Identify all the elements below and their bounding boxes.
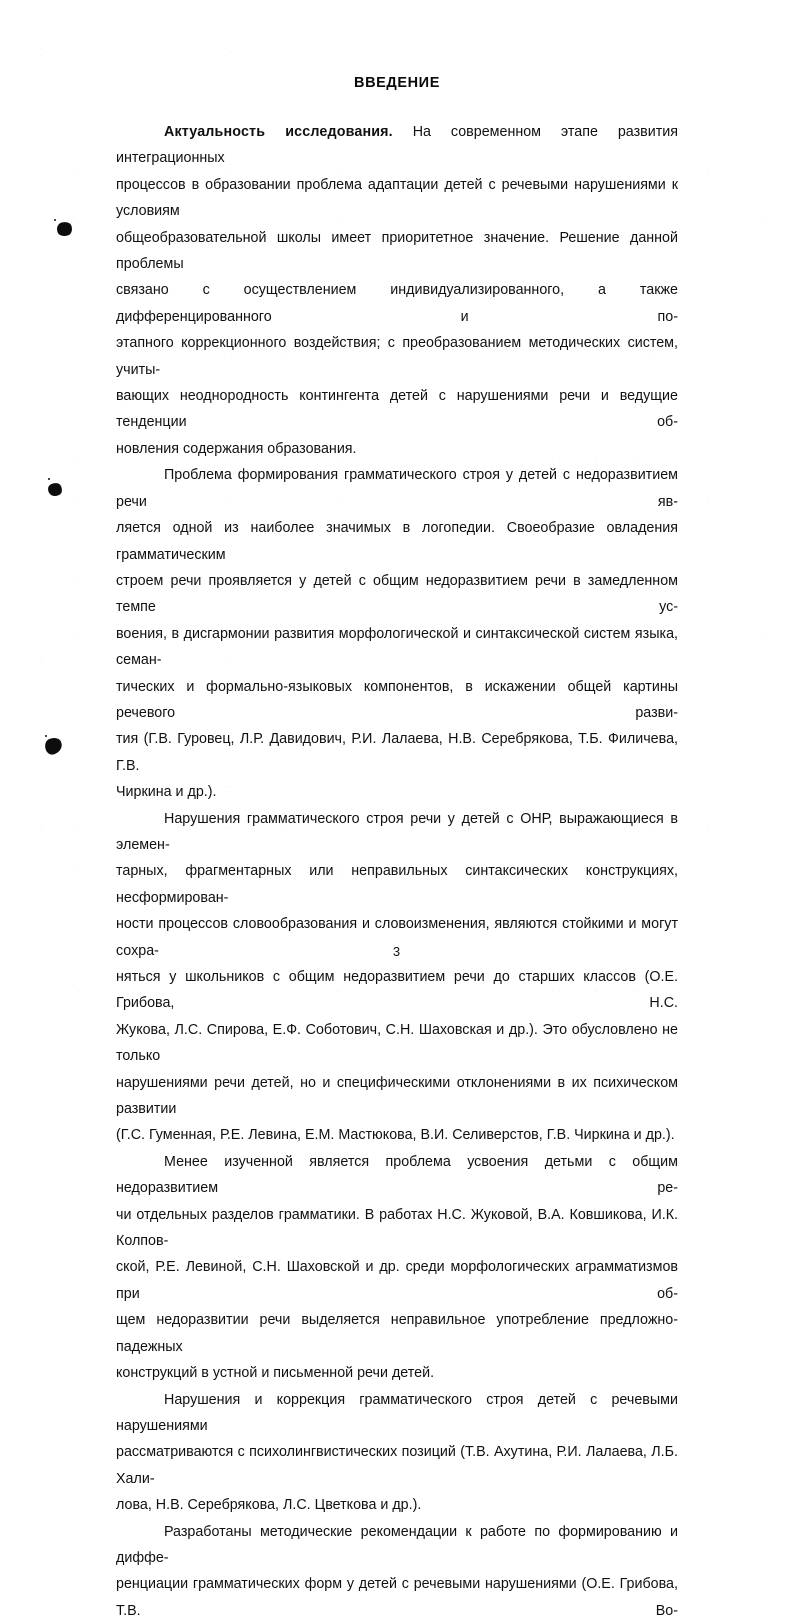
paragraph-5-line-1: Нарушения и коррекция грамматического строя детей с речевыми нарушениями (116, 1391, 678, 1434)
paragraph-2-line-6: тия (Г.В. Гуровец, Л.Р. Давидович, Р.И. Лалаева, Н.В. Серебрякова, Т.Б. Филичева, Г.В. (116, 731, 678, 774)
paragraph-2-line-1: Проблема формирования грамматического строя у детей с недоразвитием речи яв- (116, 467, 678, 510)
paragraph-5-line-3: лова, Н.В. Серебрякова, Л.С. Цветкова и др.). (116, 1497, 422, 1514)
paragraph-3 (116, 806, 678, 1149)
paragraph-3-line-7: (Г.С. Гуменная, Р.Е. Левина, Е.М. Мастюкова, В.И. Селиверстов, Г.В. Чиркина и др.). (116, 1127, 675, 1144)
paragraph-1-line-2: процессов в образовании проблема адаптации детей с речевыми нарушениями к условиям (116, 176, 678, 220)
page-content (116, 0, 678, 1624)
paragraph-4-line-5: конструкций в устной и письменной речи детей. (116, 1365, 435, 1382)
lead-in-bold: Актуальность исследования. (164, 124, 393, 140)
paragraph-3-line-2: тарных, фрагментарных или неправильных синтаксических конструкциях, несформирован- (116, 863, 678, 906)
paragraph-1-line-5: этапного коррекционного воздействия; с преобразованием методических систем, учиты- (116, 335, 678, 378)
paragraph-1-line-1 (116, 119, 678, 172)
paragraph-3-line-5: Жукова, Л.С. Спирова, Е.Ф. Соботович, С.Н. Шаховская и др.). Это обусловлено не только (116, 1021, 678, 1065)
paragraph-1-line-6: вающих неоднородность контингента детей с нарушениями речи и ведущие тенденции об- (116, 388, 678, 431)
page-title: ВВЕДЕНИЕ (354, 75, 440, 91)
ink-speck-middle (48, 478, 50, 480)
paragraph-1 (116, 119, 678, 462)
ink-speck-upper (54, 219, 56, 221)
paragraph-3-line-4: няться у школьников с общим недоразвитием речи до старших классов (О.Е. Грибова, Н.С. (116, 969, 678, 1012)
body-text (116, 119, 678, 1624)
paragraph-4-line-2: чи отдельных разделов грамматики. В работах Н.С. Жуковой, В.А. Ковшикова, И.К. Колпов- (116, 1206, 678, 1250)
paragraph-4 (116, 1149, 678, 1387)
paragraph-1-line-4: связано с осуществлением индивидуализированного, а также дифференцированного и по- (116, 282, 678, 325)
paragraph-2-line-4: воения, в дисгармонии развития морфологической и синтаксической систем языка, семан- (116, 625, 678, 669)
ink-speck-lower (45, 735, 47, 737)
paragraph-4-line-3: ской, Р.Е. Левиной, С.Н. Шаховской и др. среди морфологических аграмматизмов при об- (116, 1259, 678, 1302)
page-number: 3 (392, 944, 401, 959)
paragraph-2-line-7: Чиркина и др.). (116, 784, 217, 801)
paragraph-4-line-1: Менее изученной является проблема усвоения детьми с общим недоразвитием ре- (116, 1153, 678, 1197)
paragraph-6 (116, 1519, 678, 1624)
paragraph-3-line-3: ности процессов словообразования и словоизменения, являются стойкими и могут сохра- (116, 916, 678, 959)
ink-blot-upper (56, 221, 74, 238)
paragraph-2 (116, 462, 678, 805)
paragraph-3-line-1: Нарушения грамматического строя речи у детей с ОНР, выражающиеся в элемен- (116, 810, 678, 853)
ink-blot-middle (47, 482, 63, 497)
paragraph-6-line-1: Разработаны методические рекомендации к работе по формированию и диффе- (116, 1523, 678, 1566)
ink-blot-lower (43, 736, 64, 757)
paragraph-2-line-2: ляется одной из наиболее значимых в логопедии. Своеобразие овладения грамматическим (116, 520, 678, 563)
paragraph-2-line-5: тических и формально-языковых компонентов, в искажении общей картины речевого разви- (116, 678, 678, 721)
paragraph-4-line-4: щем недоразвитии речи выделяется неправильное употребление предложно-падежных (116, 1312, 678, 1355)
paragraph-2-line-3: строем речи проявляется у детей с общим недоразвитием речи в замедленном темпе ус- (116, 572, 678, 616)
paragraph-5-line-2: рассматриваются с психолингвистических позиций (Т.В. Ахутина, Р.И. Лалаева, Л.Б. Хали- (116, 1444, 678, 1487)
paragraph-1-line-7: новления содержания образования. (116, 440, 357, 457)
paragraph-3-line-6: нарушениями речи детей, но и специфическими отклонениями в их психическом развитии (116, 1074, 678, 1118)
paragraph-1-line-3: общеобразовательной школы имеет приоритетное значение. Решение данной проблемы (116, 229, 678, 273)
paragraph-5 (116, 1387, 678, 1519)
paragraph-1-line-1-text: На современном этапе развития интеграционных (116, 124, 678, 167)
paragraph-6-line-2: ренциации грамматических форм у детей с речевыми нарушениями (О.Е. Грибова, Т.В. Во- (116, 1576, 678, 1619)
